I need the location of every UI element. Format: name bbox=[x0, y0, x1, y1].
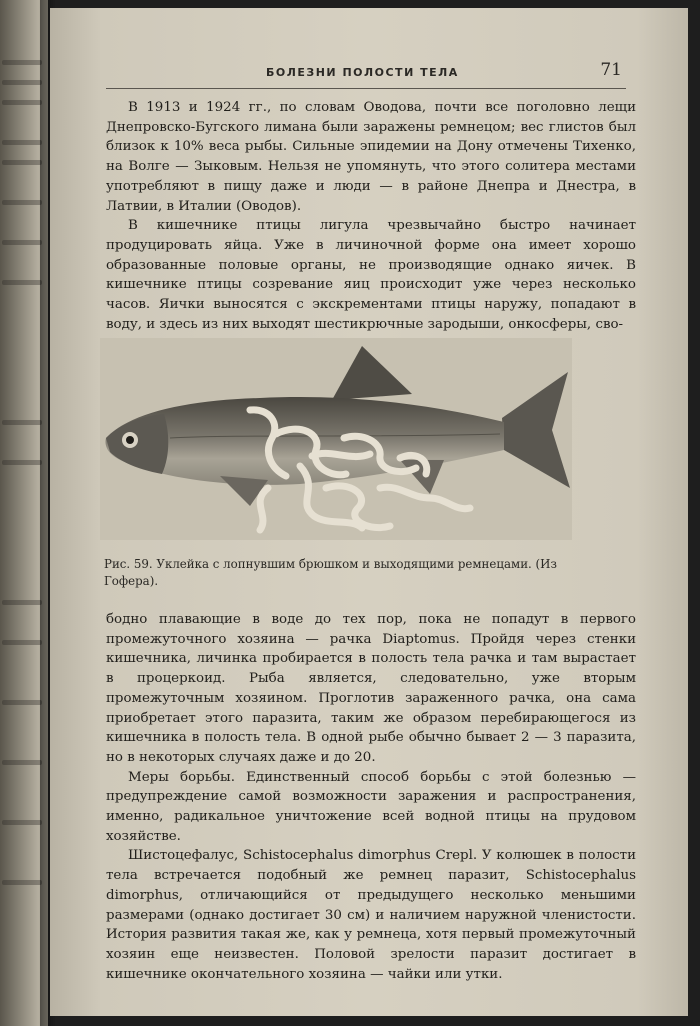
book-page bbox=[50, 8, 688, 1016]
running-title: БОЛЕЗНИ ПОЛОСТИ ТЕЛА bbox=[266, 66, 459, 79]
paragraph: Меры борьбы. Единственный способ борьбы с этой болезнью — предупреждение самой возможности заражения и распространения, именно, радикальное уничтожение всей водной птицы на прудовом хозяйстве. bbox=[106, 769, 636, 844]
paragraph: Шистоцефалус, Schistocephalus dimorphus Crepl. У колюшек в полости тела встречается подобный же ремнец паразит, Schistocephalus dimorphus, отличающийся от предыдущего несколько меньшими размерами (однако достигает 30 см) и наличием наружной членистости. История развития такая же, как у ремнеца, хотя первый промежуточный хозяин еще неизвестен. Половой зрелости паразит достигает в кишечнике окончательного хозяина — чайки или утки. bbox=[106, 848, 636, 982]
paragraph: бодно плавающие в воде до тех пор, пока не попадут в первого промежуточного хозяина — рачка Diaptomus. Пройдя через стенки кишечника, личинка пробирается в полость тела рачка и там вырастает в процеркоид. Рыба является, следовательно, уже вторым промежуточным хозяином. Проглотив зараженного рачка, она сама приобретает этого паразита, таким же образом перебирающегося из кишечника в полость тела. В одной рыбе обычно бывает 2 — 3 паразита, но в некоторых случаях даже и до 20. bbox=[106, 612, 636, 765]
fish-with-worms-illustration bbox=[100, 338, 572, 540]
running-head bbox=[106, 58, 626, 89]
figure-illustration bbox=[100, 338, 572, 540]
page-number: 71 bbox=[600, 60, 622, 80]
text-block-bottom bbox=[106, 610, 636, 984]
text-block-top bbox=[106, 98, 636, 334]
figure-caption: Рис. 59. Уклейка с лопнувшим брюшком и выходящими ремнецами. (Из Гофера). bbox=[104, 557, 557, 588]
paragraph: В 1913 и 1924 гг., по словам Оводова, почти все поголовно лещи Днепровско-Бугского лимана были заражены ремнецом; вес глистов был близок к 10% веса рыбы. Сильные эпидемии на Дону отмечены Тихенко, на Волге — Зыковым. Нельзя не упомянуть, что этого солитера местами употребляют в пищу даже и люди — в районе Днепра и Днестра, в Латвии, в Италии (Оводов). bbox=[106, 100, 636, 214]
paragraph: В кишечнике птицы лигула чрезвычайно быстро начинает продуцировать яйца. Уже в личиночной форме она имеет хорошо образованные половые органы, не производящие однако яичек. В кишечнике птицы созревание яиц происходит уже через несколько часов. Яички выносятся с экскрементами птицы наружу, попадают в воду, и здесь из них выходят шестикрючные зародыши, онкосферы, сво- bbox=[106, 218, 636, 332]
